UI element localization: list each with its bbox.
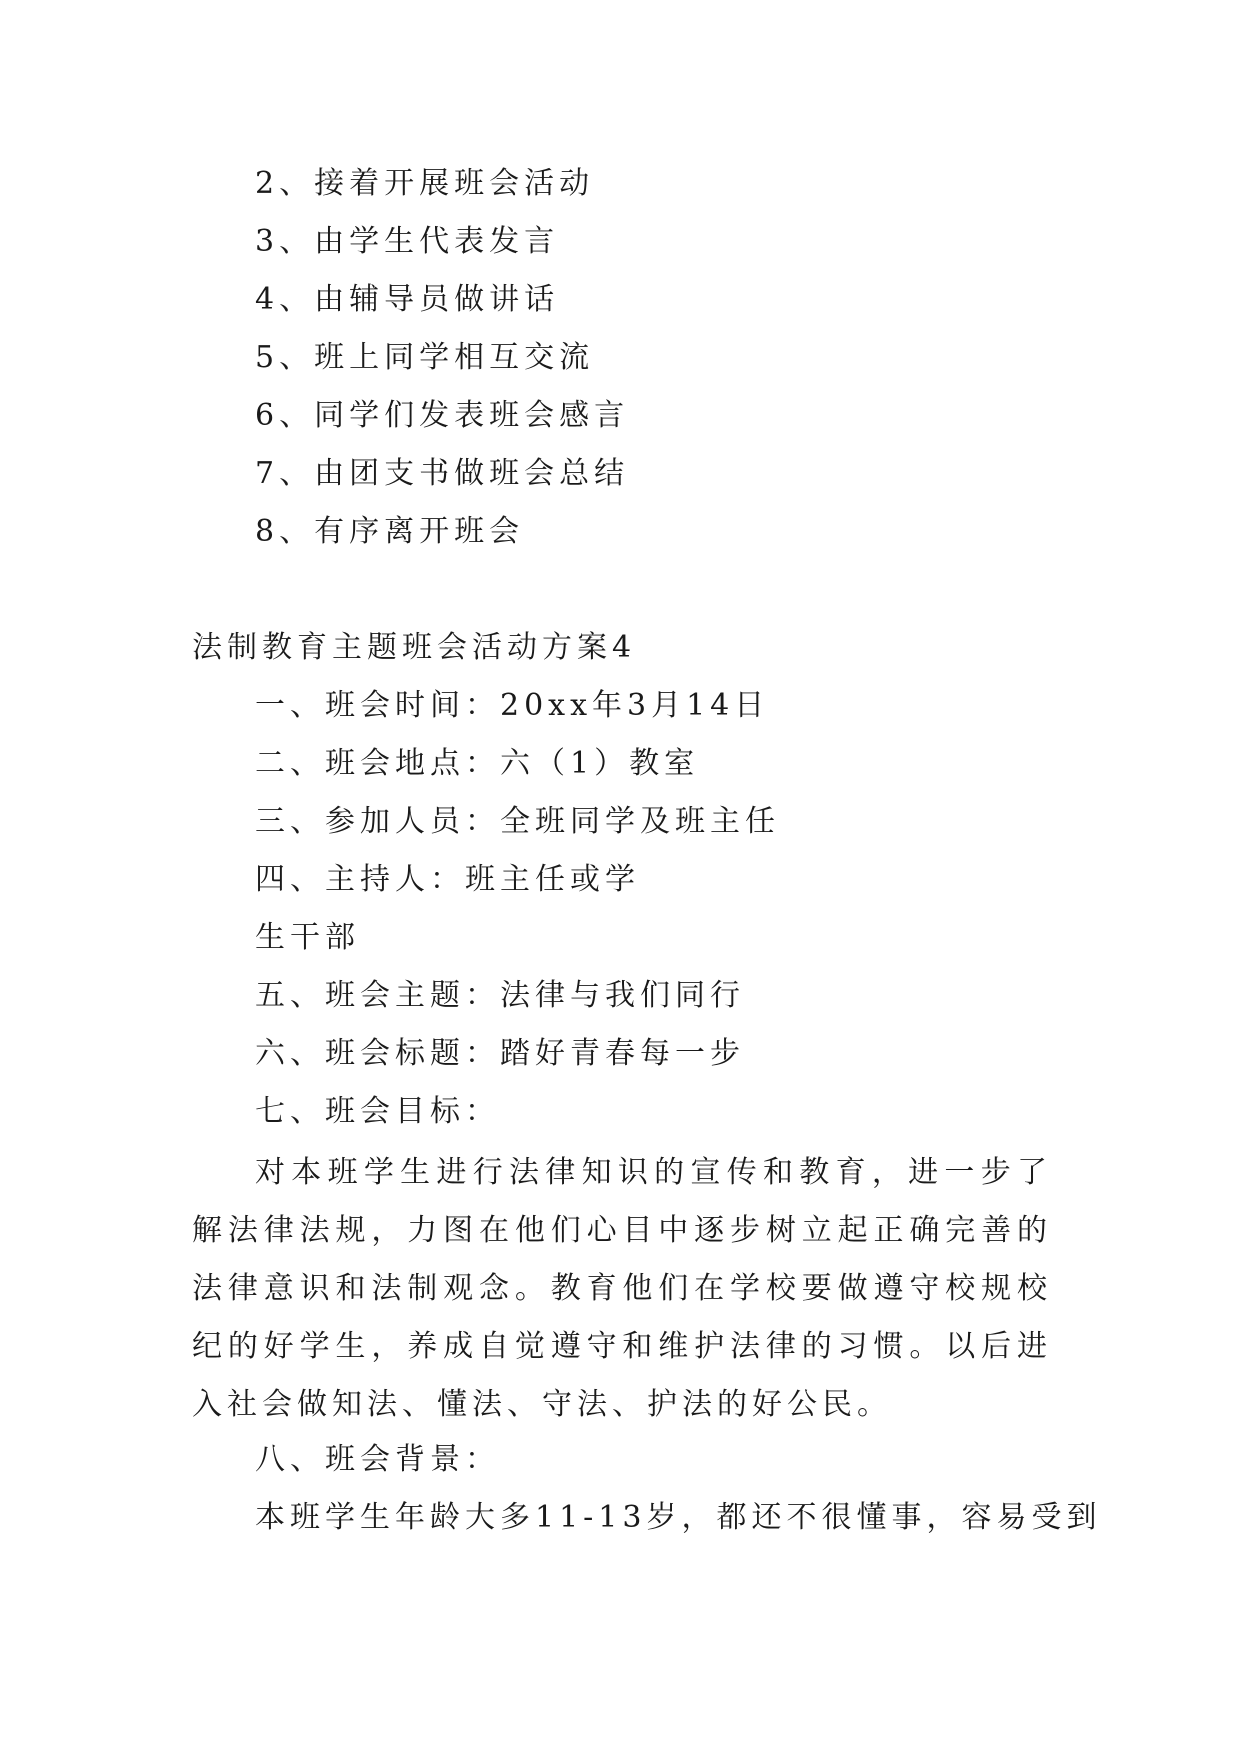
item-background-heading: 八、班会背景：: [255, 1442, 500, 1477]
item-place: 二、班会地点：六（1）教室: [255, 746, 700, 781]
goal-paragraph: 对本班学生进行法律知识的宣传和教育，进一步了解法律法规，力图在他们心目中逐步树立起正确完善的法律意识和法制观念。教育他们在学校要做遵守校规校纪的好学生，养成自觉遵守和维护法律的习惯。以后进入社会做知法、懂法、守法、护法的好公民。: [192, 1155, 1052, 1422]
section-title: 法制教育主题班会活动方案4: [192, 630, 637, 665]
step-8: 8、有序离开班会: [255, 514, 525, 549]
step-5: 5、班上同学相互交流: [255, 340, 595, 375]
item-time: 一、班会时间：20xx年3月14日: [255, 688, 770, 723]
item-host-line1: 四、主持人：班主任或学: [255, 862, 640, 897]
step-6: 6、同学们发表班会感言: [255, 398, 630, 433]
background-paragraph: 本班学生年龄大多11-13岁，都还不很懂事，容易受到: [255, 1500, 1102, 1535]
step-7: 7、由团支书做班会总结: [255, 456, 630, 491]
item-participants: 三、参加人员：全班同学及班主任: [255, 804, 780, 839]
step-3: 3、由学生代表发言: [255, 224, 560, 259]
step-2: 2、接着开展班会活动: [255, 166, 595, 201]
item-host-line2: 生干部: [255, 920, 360, 955]
item-theme: 五、班会主题：法律与我们同行: [255, 978, 745, 1013]
step-4: 4、由辅导员做讲话: [255, 282, 560, 317]
item-title: 六、班会标题：踏好青春每一步: [255, 1036, 745, 1071]
item-goal-heading: 七、班会目标：: [255, 1094, 500, 1129]
